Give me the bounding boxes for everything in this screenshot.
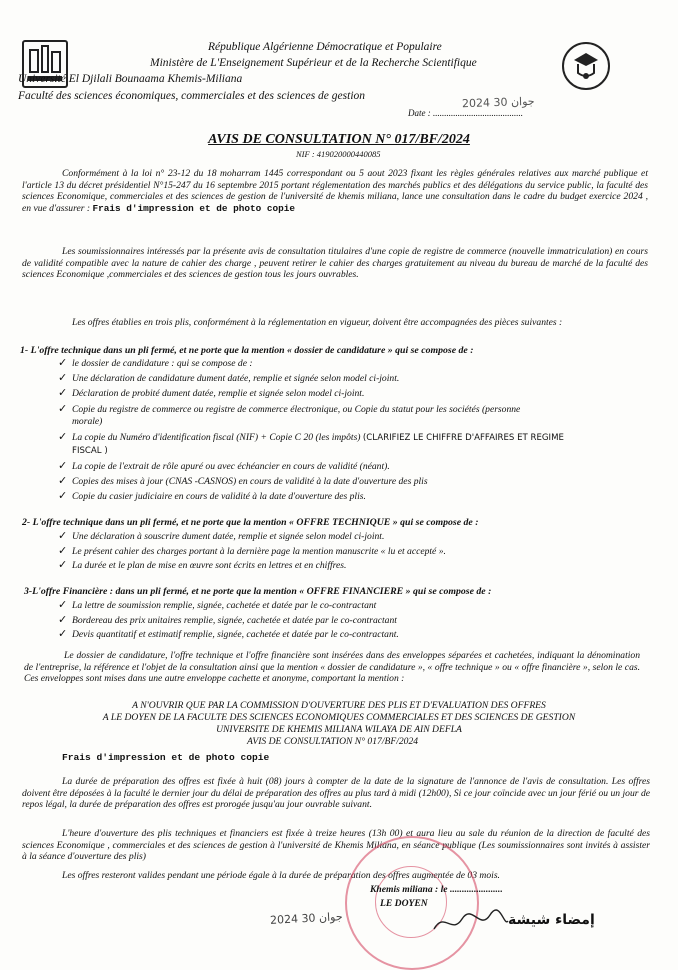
intro-object: Frais d'impression et de photo copie [92, 202, 295, 214]
address-line: AVIS DE CONSULTATION N° 017/BF/2024 [247, 736, 419, 747]
address-line: A N'OUVRIR QUE PAR LA COMMISSION D'OUVERTURE DES PLIS ET D'EVALUATION DES OFFRES [132, 700, 546, 711]
paragraph-offers: Les offres établies en trois plis, conformément à la réglementation en vigueur, doivent être accompagnées des pièces suivantes : [72, 317, 563, 328]
faculty-logo-right [562, 42, 610, 90]
check-icon: ✓ [58, 460, 68, 472]
arabic-signature: إمضاء شيشة [508, 912, 595, 928]
check-icon: ✓ [58, 431, 68, 443]
check-icon: ✓ [58, 490, 68, 502]
check-icon: ✓ [58, 357, 68, 369]
section1-heading: 1- L'offre technique dans un pli fermé, et ne porte que la mention « dossier de candidature » qui se compose de : [20, 345, 474, 356]
check-icon: ✓ [58, 403, 68, 415]
header-handwritten-date: 2024 جوان 30 [461, 94, 535, 111]
section3-heading: 3-L'offre Financière : dans un pli fermé, et ne porte que la mention « OFFRE FINANCIERE » qui se compose de : [24, 586, 492, 597]
section1-item-continued: morale) [72, 416, 103, 427]
check-icon: ✓ [58, 475, 68, 487]
signature-handwritten-date: 2024 جوان 30 [269, 910, 343, 927]
paragraph-opening: L'heure d'ouverture des plis techniques et financiers est fixée à treize heures (13h 00) et aura lieu au sale du réunion de la direction de faculté des sciences Economique , commerciales et des sciences de gestion à l'université de Khemis Miliana, en séance publique (Les soumissionnaires sont invités à assister à la séance d'ouverture des plis) [22, 828, 650, 863]
section1-item: ✓ le dossier de candidature : qui se compose de : [58, 357, 253, 369]
check-icon: ✓ [58, 530, 68, 542]
page-title: AVIS DE CONSULTATION N° 017/BF/2024 [208, 132, 470, 147]
section1-item: ✓ Copies des mises à jour (CNAS -CASNOS) en cours de validité à la date d'ouverture des plis [58, 475, 428, 487]
address-object: Frais d'impression et de photo copie [62, 752, 270, 763]
section2-heading: 2- L'offre technique dans un pli fermé, et ne porte que la mention « OFFRE TECHNIQUE » qui se compose de : [22, 517, 479, 528]
check-icon: ✓ [58, 614, 68, 626]
header-country: République Algérienne Démocratique et Populaire [208, 41, 442, 53]
header-date-label: Date : ........................................ [408, 108, 523, 118]
paragraph-eligibility: Les soumissionnaires intéressés par la présente avis de consultation titulaires d'une copie de registre de commerce (nouvelle immatriculation) en cours de validité compatible avec la nature de cahier des charge , peuvent retirer le cahier des charges gratuitement au niveau du bureau de marché de la faculté des sciences Economique ,commerciales et des sciences de gestion tous les jours ouvrables. [22, 246, 648, 281]
header-university: Université El Djilali Bounaama Khemis-Miliana [18, 73, 243, 85]
address-line: UNIVERSITE DE KHEMIS MILIANA WILAYA DE AIN DEFLA [216, 724, 462, 735]
header-faculty: Faculté des sciences économiques, commerciales et des sciences de gestion [18, 90, 366, 102]
address-line: A LE DOYEN DE LA FACULTE DES SCIENCES ECONOMIQUES COMMERCIALES ET DES SCIENCES DE GESTION [102, 712, 576, 723]
section1-item: ✓ Une déclaration de candidature dument datée, remplie et signée selon model ci-joint. [58, 372, 400, 384]
check-icon: ✓ [58, 599, 68, 611]
check-icon: ✓ [58, 545, 68, 557]
section2-item: ✓ Le présent cahier des charges portant à la dernière page la mention manuscrite « lu et accepté ». [58, 545, 446, 557]
handwritten-signature [430, 905, 510, 940]
check-icon: ✓ [58, 372, 68, 384]
intro-text: Conformément à la loi n° 23-12 du 18 moharram 1445 correspondant ou 5 aout 2023 fixant les règles générales relatives aux marché publique et l'article 13 du décret présidentiel N°15-247 du 16 septembre 2015 portant réglementation des marchés publics et des délégations du service public, la faculté des sciences Economique, commerciales et des sciences de gestion de l'université de khemis miliana, lance une consultation dans le cadre du budget exercice 2024 , en vue d'assurer : [22, 168, 648, 214]
section1-item: ✓ Copie du registre de commerce ou registre de commerce électronique, ou Copie du statut pour les sociétés (personne [58, 403, 521, 415]
paragraph-envelopes: Le dossier de candidature, l'offre technique et l'offre financière sont insérées dans des enveloppes séparées et cachetées, indiquant la dénomination de l'entreprise, la référence et l'objet de la consultation ainsi que la mention « dossier de candidature », « offre technique » ou « offre financière », selon le cas. Ces enveloppes sont mises dans une autre enveloppe cachette et anonyme, comportant la mention : [24, 650, 640, 685]
check-icon: ✓ [58, 559, 68, 571]
section3-item: ✓ La lettre de soumission remplie, signée, cachetée et datée par le co-contractant [58, 599, 377, 611]
section2-item: ✓ Une déclaration à souscrire dument datée, remplie et signée selon model ci-joint. [58, 530, 385, 542]
paragraph-validity: Les offres resteront valides pendant une période égale à la durée de préparation des offres augmentée de 03 mois. [62, 870, 500, 881]
signature-title: LE DOYEN [380, 898, 428, 909]
check-icon: ✓ [58, 628, 68, 640]
section2-item: ✓ La durée et le plan de mise en œuvre sont écrits en lettres et en chiffres. [58, 559, 347, 571]
header-ministry: Ministère de L'Enseignement Supérieur et de la Recherche Scientifique [150, 57, 477, 69]
section1-item: ✓ Déclaration de probité dument datée, remplie et signée selon model ci-joint. [58, 387, 365, 399]
signature-place: Khemis miliana : le ...................... [370, 884, 503, 895]
intro-paragraph [22, 168, 648, 214]
section1-item: ✓ Copie du casier judiciaire en cours de validité à la date d'ouverture des plis. [58, 490, 366, 502]
check-icon: ✓ [58, 387, 68, 399]
section3-item: ✓ Devis quantitatif et estimatif remplie, signée, cachetée et datée par le co-contractant. [58, 628, 399, 640]
nif-number: NIF : 419020000440085 [296, 149, 381, 159]
section1-item: ✓ La copie de l'extrait de rôle apuré ou avec échéancier en cours de validité (néant). [58, 460, 390, 472]
section1-item-continued: FISCAL ) [72, 446, 108, 456]
section1-item: ✓ La copie du Numéro d'identification fiscal (NIF) + Copie C 20 (les impôts) (CLARIFIEZ LE CHIFFRE D'AFFAIRES ET REGIME [58, 431, 564, 443]
paragraph-preparation: La durée de préparation des offres est fixée à huit (08) jours à compter de la date de la signature de l'annonce de l'avis de consultation. Les offres doivent être déposées à la faculté le dernier jour du délai de préparation des offres au plus tard à midi (12h00), Si ce jour coïncide avec un jour férié ou un jour de repos légal, la durée de préparation des offres est prorogée jusqu'au jour ouvrable suivant. [22, 776, 650, 811]
section3-item: ✓ Bordereau des prix unitaires remplie, signée, cachetée et datée par le co-contractant [58, 614, 397, 626]
